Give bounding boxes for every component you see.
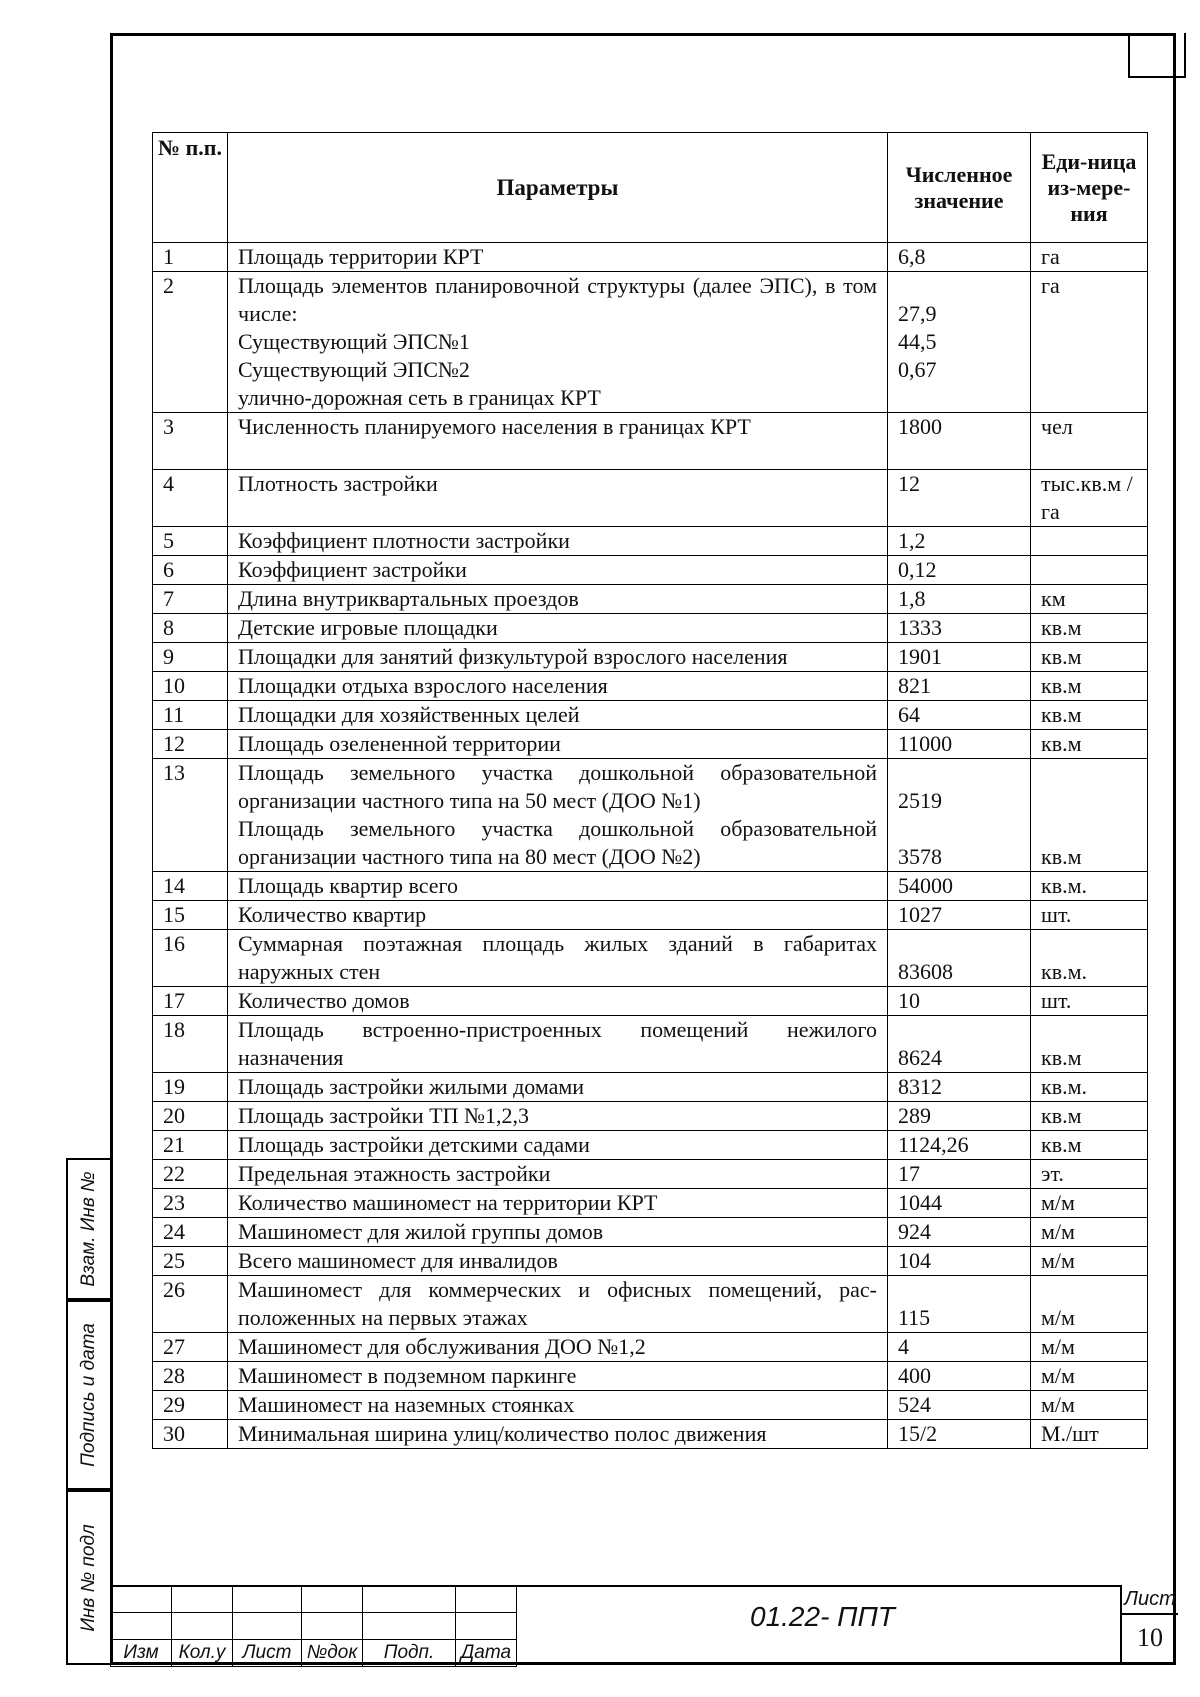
parameter-text: Количество домов bbox=[238, 988, 410, 1013]
table-header-row bbox=[153, 133, 1148, 243]
table-row bbox=[153, 987, 1148, 1016]
col-ndok: №док bbox=[302, 1640, 363, 1667]
table-row bbox=[153, 1073, 1148, 1102]
col-data: Дата bbox=[456, 1640, 517, 1667]
parameter-text: Площадки отдыха взрослого населения bbox=[238, 673, 608, 698]
row-number: 13 bbox=[153, 759, 228, 872]
value-text: 289 bbox=[898, 1103, 931, 1128]
parameter-text: Плотность застройки bbox=[238, 471, 438, 496]
row-value bbox=[888, 413, 1031, 470]
parameter-text: Площадь застройки детскими садами bbox=[238, 1132, 590, 1157]
value-text: 1027 bbox=[898, 902, 942, 927]
table-row bbox=[153, 730, 1148, 759]
parameter-text: Площадь квартир всего bbox=[238, 873, 458, 898]
row-value bbox=[888, 872, 1031, 901]
table-row bbox=[153, 759, 1148, 872]
table-row bbox=[153, 272, 1148, 413]
row-parameter bbox=[228, 470, 888, 527]
parameter-text: Коэффициент плотности застройки bbox=[238, 528, 570, 553]
row-number: 6 bbox=[153, 556, 228, 585]
value-text: 2519 bbox=[898, 788, 942, 813]
row-parameter bbox=[228, 987, 888, 1016]
row-unit: кв.м bbox=[1031, 643, 1148, 672]
row-value bbox=[888, 1189, 1031, 1218]
row-value bbox=[888, 1160, 1031, 1189]
revision-labels-row bbox=[111, 1640, 517, 1667]
table-row bbox=[153, 1276, 1148, 1333]
row-parameter bbox=[228, 1160, 888, 1189]
row-parameter bbox=[228, 614, 888, 643]
row-unit: кв.м. bbox=[1031, 1073, 1148, 1102]
table-row bbox=[153, 701, 1148, 730]
row-value bbox=[888, 527, 1031, 556]
row-unit: м/м bbox=[1031, 1247, 1148, 1276]
title-block-top-line bbox=[110, 1585, 1120, 1587]
row-value bbox=[888, 1131, 1031, 1160]
row-value bbox=[888, 701, 1031, 730]
value-text: 1901 bbox=[898, 644, 942, 669]
side-label-vzam: Взам. Инв № bbox=[78, 1171, 99, 1287]
parameter-text: Численность планируемого населения в границах КРТ bbox=[238, 414, 751, 439]
parameter-text: Машиномест для коммерческих и офисных помещений, рас-положенных на первых этажах bbox=[238, 1277, 877, 1330]
row-number: 22 bbox=[153, 1160, 228, 1189]
row-parameter bbox=[228, 1218, 888, 1247]
parameter-text: Машиномест на наземных стоянках bbox=[238, 1392, 575, 1417]
row-parameter bbox=[228, 1016, 888, 1073]
row-value bbox=[888, 470, 1031, 527]
row-unit: тыс.кв.м /га bbox=[1031, 470, 1148, 527]
parameters-table bbox=[152, 132, 1148, 1449]
table-row bbox=[153, 672, 1148, 701]
value-text: 27,9 bbox=[898, 301, 937, 326]
row-number: 23 bbox=[153, 1189, 228, 1218]
table-row bbox=[153, 1160, 1148, 1189]
row-number: 27 bbox=[153, 1333, 228, 1362]
row-number: 1 bbox=[153, 243, 228, 272]
row-number: 21 bbox=[153, 1131, 228, 1160]
row-parameter bbox=[228, 1247, 888, 1276]
row-unit: м/м bbox=[1031, 1333, 1148, 1362]
value-text: 10 bbox=[898, 988, 920, 1013]
row-parameter bbox=[228, 272, 888, 413]
value-text: 1,2 bbox=[898, 528, 926, 553]
row-parameter bbox=[228, 643, 888, 672]
parameter-text: Длина внутриквартальных проездов bbox=[238, 586, 579, 611]
parameter-text: Существующий ЭПС№2 bbox=[238, 357, 470, 382]
table-row bbox=[153, 413, 1148, 470]
row-unit: м/м bbox=[1031, 1276, 1148, 1333]
title-block bbox=[110, 1585, 1176, 1665]
table-row bbox=[153, 872, 1148, 901]
row-value bbox=[888, 672, 1031, 701]
row-value bbox=[888, 614, 1031, 643]
parameter-text: Площадь застройки жилыми домами bbox=[238, 1074, 585, 1099]
table-row bbox=[153, 1391, 1148, 1420]
row-unit: м/м bbox=[1031, 1218, 1148, 1247]
row-number: 29 bbox=[153, 1391, 228, 1420]
parameter-text: Площадки для занятий физкультурой взрослого населения bbox=[238, 644, 788, 669]
value-text: 12 bbox=[898, 471, 920, 496]
row-unit: чел bbox=[1031, 413, 1148, 470]
col-kolu: Кол.у bbox=[172, 1640, 233, 1667]
row-value bbox=[888, 556, 1031, 585]
row-value bbox=[888, 1247, 1031, 1276]
row-unit: кв.м. bbox=[1031, 930, 1148, 987]
value-text: 0,67 bbox=[898, 357, 937, 382]
parameter-text: Предельная этажность застройки bbox=[238, 1161, 551, 1186]
parameter-text: Суммарная поэтажная площадь жилых зданий в габаритах наружных стен bbox=[238, 931, 877, 984]
table-row bbox=[153, 1247, 1148, 1276]
parameter-text: Количество машиномест на территории КРТ bbox=[238, 1190, 658, 1215]
row-unit: км bbox=[1031, 585, 1148, 614]
parameter-text: Площадь земельного участка дошкольной образовательной организации частного типа на 50 мест (ДОО №1) bbox=[238, 760, 877, 813]
row-value bbox=[888, 1016, 1031, 1073]
row-value bbox=[888, 643, 1031, 672]
row-parameter bbox=[228, 1131, 888, 1160]
value-text: 524 bbox=[898, 1392, 931, 1417]
row-unit: кв.м bbox=[1031, 1102, 1148, 1131]
row-value bbox=[888, 730, 1031, 759]
row-parameter bbox=[228, 527, 888, 556]
table-row bbox=[153, 470, 1148, 527]
row-number: 10 bbox=[153, 672, 228, 701]
header-num: № п.п. bbox=[153, 133, 228, 243]
row-unit: м/м bbox=[1031, 1189, 1148, 1218]
row-number: 8 bbox=[153, 614, 228, 643]
row-value bbox=[888, 585, 1031, 614]
table-row bbox=[153, 1102, 1148, 1131]
row-value bbox=[888, 1391, 1031, 1420]
parameter-text: Площадь застройки ТП №1,2,3 bbox=[238, 1103, 529, 1128]
side-stamp-podpis bbox=[66, 1300, 110, 1490]
row-parameter bbox=[228, 930, 888, 987]
row-unit: кв.м bbox=[1031, 614, 1148, 643]
table-row bbox=[153, 585, 1148, 614]
value-text: 400 bbox=[898, 1363, 931, 1388]
value-text: 1,8 bbox=[898, 586, 926, 611]
row-number: 12 bbox=[153, 730, 228, 759]
row-unit bbox=[1031, 556, 1148, 585]
row-number: 26 bbox=[153, 1276, 228, 1333]
value-text: 6,8 bbox=[898, 244, 926, 269]
row-unit bbox=[1031, 527, 1148, 556]
row-value bbox=[888, 1073, 1031, 1102]
value-text: 821 bbox=[898, 673, 931, 698]
parameter-text: Машиномест для жилой группы домов bbox=[238, 1219, 604, 1244]
row-parameter bbox=[228, 1420, 888, 1449]
value-text: 64 bbox=[898, 702, 920, 727]
table-row bbox=[153, 614, 1148, 643]
row-parameter bbox=[228, 1391, 888, 1420]
row-parameter bbox=[228, 585, 888, 614]
value-text: 8312 bbox=[898, 1074, 942, 1099]
row-value bbox=[888, 759, 1031, 872]
row-unit: кв.м bbox=[1031, 672, 1148, 701]
row-parameter bbox=[228, 1333, 888, 1362]
value-text: 1124,26 bbox=[898, 1132, 969, 1157]
row-unit: м/м bbox=[1031, 1362, 1148, 1391]
col-podp: Подп. bbox=[363, 1640, 456, 1667]
parameter-text: Машиномест для обслуживания ДОО №1,2 bbox=[238, 1334, 646, 1359]
row-parameter bbox=[228, 1276, 888, 1333]
side-stamp-inv-podl bbox=[66, 1490, 110, 1665]
sheet-number-box bbox=[1120, 1585, 1178, 1665]
row-number: 30 bbox=[153, 1420, 228, 1449]
row-value bbox=[888, 987, 1031, 1016]
row-number: 7 bbox=[153, 585, 228, 614]
table-row bbox=[153, 643, 1148, 672]
row-unit: м/м bbox=[1031, 1391, 1148, 1420]
row-number: 18 bbox=[153, 1016, 228, 1073]
row-unit: кв.м bbox=[1031, 1131, 1148, 1160]
header-unit: Еди-ница из-мере-ния bbox=[1031, 133, 1148, 243]
row-unit: кв.м bbox=[1031, 701, 1148, 730]
table-row bbox=[153, 901, 1148, 930]
value-text: 44,5 bbox=[898, 329, 937, 354]
parameter-text: Площадь встроенно-пристроенных помещений нежилого назначения bbox=[238, 1017, 877, 1070]
row-number: 25 bbox=[153, 1247, 228, 1276]
row-unit: га bbox=[1031, 272, 1148, 413]
value-text: 4 bbox=[898, 1334, 909, 1359]
row-parameter bbox=[228, 1073, 888, 1102]
row-number: 16 bbox=[153, 930, 228, 987]
parameter-text: Минимальная ширина улиц/количество полос движения bbox=[238, 1421, 767, 1446]
table-row bbox=[153, 1362, 1148, 1391]
parameter-text: Детские игровые площадки bbox=[238, 615, 498, 640]
row-number: 4 bbox=[153, 470, 228, 527]
col-izm: Изм bbox=[111, 1640, 172, 1667]
row-value bbox=[888, 930, 1031, 987]
row-unit: шт. bbox=[1031, 987, 1148, 1016]
value-text: 1800 bbox=[898, 414, 942, 439]
table-row bbox=[153, 1016, 1148, 1073]
value-text: 104 bbox=[898, 1248, 931, 1273]
parameter-text: Площадь озелененной территории bbox=[238, 731, 561, 756]
table-row bbox=[153, 243, 1148, 272]
parameter-text: улично-дорожная сеть в границах КРТ bbox=[238, 385, 601, 410]
table-body bbox=[153, 243, 1148, 1449]
value-text: 1333 bbox=[898, 615, 942, 640]
row-number: 20 bbox=[153, 1102, 228, 1131]
parameter-text: Площадь земельного участка дошкольной образовательной организации частного типа на 80 мест (ДОО №2) bbox=[238, 816, 877, 869]
row-unit: кв.м bbox=[1031, 1016, 1148, 1073]
col-list: Лист bbox=[233, 1640, 302, 1667]
row-unit: шт. bbox=[1031, 901, 1148, 930]
parameter-text: Машиномест в подземном паркинге bbox=[238, 1363, 577, 1388]
document-code: 01.22- ППТ bbox=[750, 1601, 895, 1632]
value-text: 924 bbox=[898, 1219, 931, 1244]
table-row bbox=[153, 527, 1148, 556]
row-number: 9 bbox=[153, 643, 228, 672]
parameter-text: Площадь территории КРТ bbox=[238, 244, 484, 269]
row-unit: М./шт bbox=[1031, 1420, 1148, 1449]
revision-grid bbox=[110, 1585, 517, 1667]
side-stamp-vzam bbox=[66, 1158, 110, 1300]
parameter-text: Площадки для хозяйственных целей bbox=[238, 702, 580, 727]
value-text: 17 bbox=[898, 1161, 920, 1186]
row-number: 15 bbox=[153, 901, 228, 930]
value-text: 15/2 bbox=[898, 1421, 938, 1446]
row-number: 14 bbox=[153, 872, 228, 901]
row-value bbox=[888, 1218, 1031, 1247]
row-parameter bbox=[228, 672, 888, 701]
row-unit: кв.м bbox=[1031, 759, 1148, 872]
row-parameter bbox=[228, 1189, 888, 1218]
row-unit: га bbox=[1031, 243, 1148, 272]
row-value bbox=[888, 272, 1031, 413]
row-parameter bbox=[228, 243, 888, 272]
value-text: 11000 bbox=[898, 731, 953, 756]
sheet-number: 10 bbox=[1137, 1623, 1163, 1652]
parameter-text: Количество квартир bbox=[238, 902, 427, 927]
side-label-inv-podl: Инв № подл bbox=[78, 1523, 99, 1632]
row-number: 11 bbox=[153, 701, 228, 730]
row-value bbox=[888, 1333, 1031, 1362]
sheet-label: Лист bbox=[1122, 1585, 1178, 1615]
row-unit: эт. bbox=[1031, 1160, 1148, 1189]
table-row bbox=[153, 1189, 1148, 1218]
value-text: 0,12 bbox=[898, 557, 937, 582]
value-text bbox=[898, 272, 1020, 300]
header-parameters: Параметры bbox=[228, 133, 888, 243]
value-text: 3578 bbox=[898, 844, 942, 869]
value-text: 83608 bbox=[898, 959, 953, 984]
row-number: 19 bbox=[153, 1073, 228, 1102]
value-text: 54000 bbox=[898, 873, 953, 898]
row-value bbox=[888, 1362, 1031, 1391]
row-parameter bbox=[228, 1102, 888, 1131]
table-row bbox=[153, 1420, 1148, 1449]
row-parameter bbox=[228, 759, 888, 872]
row-parameter bbox=[228, 701, 888, 730]
row-parameter bbox=[228, 872, 888, 901]
parameter-text: Всего машиномест для инвалидов bbox=[238, 1248, 558, 1273]
corner-box bbox=[1128, 33, 1186, 78]
row-number: 17 bbox=[153, 987, 228, 1016]
parameter-text: Площадь элементов планировочной структуры (далее ЭПС), в том числе: bbox=[238, 273, 877, 326]
row-parameter bbox=[228, 901, 888, 930]
row-number: 28 bbox=[153, 1362, 228, 1391]
parameter-text: Коэффициент застройки bbox=[238, 557, 467, 582]
row-parameter bbox=[228, 730, 888, 759]
row-unit: кв.м. bbox=[1031, 872, 1148, 901]
row-value bbox=[888, 901, 1031, 930]
row-value bbox=[888, 1420, 1031, 1449]
side-label-podpis: Подпись и дата bbox=[78, 1323, 99, 1467]
table-row bbox=[153, 556, 1148, 585]
table-row bbox=[153, 1131, 1148, 1160]
row-number: 2 bbox=[153, 272, 228, 413]
table-row bbox=[153, 1218, 1148, 1247]
value-text: 8624 bbox=[898, 1045, 942, 1070]
row-value bbox=[888, 1276, 1031, 1333]
row-value bbox=[888, 1102, 1031, 1131]
row-value bbox=[888, 243, 1031, 272]
row-number: 3 bbox=[153, 413, 228, 470]
row-unit: кв.м bbox=[1031, 730, 1148, 759]
row-number: 24 bbox=[153, 1218, 228, 1247]
table-row bbox=[153, 1333, 1148, 1362]
row-parameter bbox=[228, 1362, 888, 1391]
value-text: 115 bbox=[898, 1305, 931, 1330]
value-text: 1044 bbox=[898, 1190, 942, 1215]
parameter-text: Существующий ЭПС№1 bbox=[238, 329, 470, 354]
table-row bbox=[153, 930, 1148, 987]
row-number: 5 bbox=[153, 527, 228, 556]
header-value: Численное значение bbox=[888, 133, 1031, 243]
row-parameter bbox=[228, 413, 888, 470]
row-parameter bbox=[228, 556, 888, 585]
